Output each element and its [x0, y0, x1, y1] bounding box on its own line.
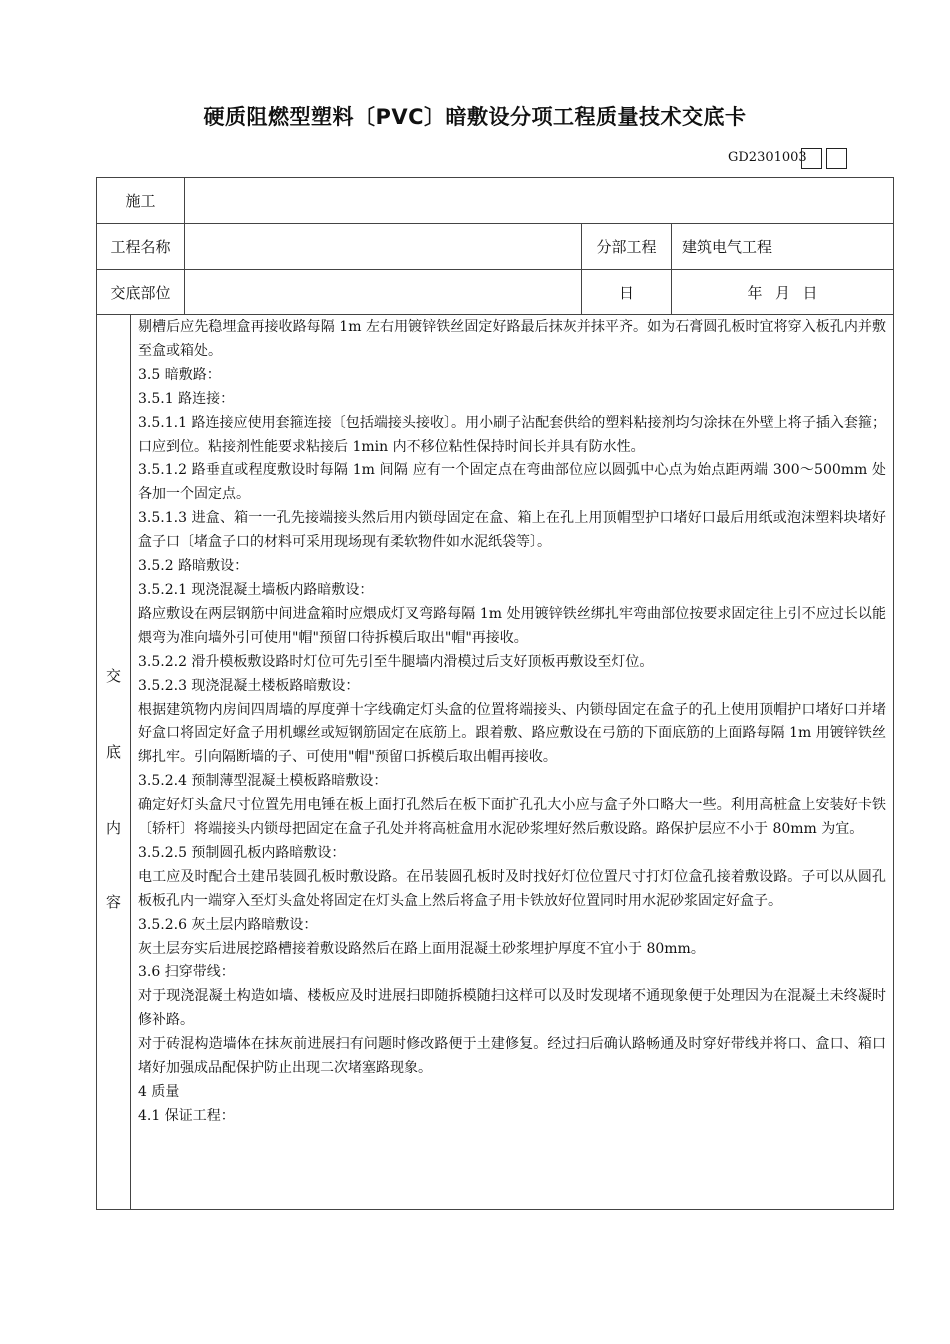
- content-heading: 3.5.2.5 预制圆孔板内路暗敷设：: [138, 844, 346, 861]
- side-label-char: 交: [105, 667, 121, 685]
- content-paragraph: 3.5.1.1 路连接应使用套箍连接〔包括端接头接收〕。用小刷子沾配套供给的塑料粘接剂均匀涂抹在外壁上将子插入套箍；口应到位。粘接剂性能要求粘接后 1min 内不移位粘性保持时间长并具有防水性。: [138, 414, 886, 455]
- date-label: 日: [618, 283, 634, 302]
- content-heading: 4 质量: [138, 1084, 180, 1100]
- content-heading: 3.6 扫穿带线：: [138, 964, 235, 981]
- location-label: 交底部位: [110, 283, 171, 302]
- row-divider-3: [97, 314, 893, 315]
- content-paragraph: 根据建筑物内房间四周墙的厚度弹十字线确定灯头盒的位置将端接头、内锁母固定在盒子的孔上使用顶帽护口堵好口并堵好盒口将固定好盒子用机螺丝或短钢筋固定在底筋上。跟着敷、路应敷设在弓筋的下面底筋的上面路每隔 1m 用镀锌铁丝绑扎牢。引向隔断墙的子、可使用"帽"预留口拆模后取出帽再接收。: [138, 701, 886, 766]
- content-heading: 3.5.2 路暗敷设：: [138, 558, 249, 575]
- content-paragraph: 3.5.1.3 进盒、箱一一孔先接端接头然后用内锁母固定在盒、箱上在孔上用顶帽型护口堵好口最后用纸或泡沫塑料块堵好盒子口〔堵盒子口的材料可采用现场现有柔软物件如水泥纸袋等〕。: [138, 510, 886, 551]
- content-heading: 3.5.2.4 预制薄型混凝土模板路暗敷设：: [138, 773, 388, 790]
- page-title: 硬质阻燃型塑料〔PVC〕暗敷设分项工程质量技术交底卡: [203, 105, 747, 129]
- sub-project-label: 分部工程: [596, 238, 657, 256]
- content-paragraph: 对于砖混构造墙体在抹灰前进展扫有问题时修改路便于土建修复。经过扫后确认路畅通及时穿好带线并将口、盒口、箱口堵好加强成品配保护防止出现二次堵塞路现象。: [138, 1036, 886, 1077]
- content-heading: 3.5.1 路连接：: [138, 390, 235, 407]
- sub-project-value: 建筑电气工程: [682, 238, 773, 256]
- code-box-2[interactable]: [826, 148, 847, 169]
- content-heading: 4.1 保证工程：: [138, 1107, 235, 1124]
- content-heading: 3.5 暗敷路：: [138, 366, 221, 383]
- content-heading: 3.5.2.1 现浇混凝土墙板内路暗敷设：: [138, 581, 374, 598]
- project-name-label: 工程名称: [110, 238, 171, 256]
- content-paragraph: 确定好灯头盒尺寸位置先用电锤在板上面打孔然后在板下面扩孔孔大小应与盒子外口略大一些。利用高桩盒上安装好卡铁〔轿杆〕将端接头内锁母把固定在盒子孔处并将高桩盒用水泥砂浆埋好然后敷设路。路保护层应不小于 80mm 为宜。: [138, 797, 886, 838]
- location-field[interactable]: [185, 270, 581, 314]
- content-heading: 3.5.2.6 灰土层内路暗敷设：: [138, 916, 318, 933]
- content-paragraph: 剔槽后应先稳埋盒再接收路每隔 1m 左右用镀锌铁丝固定好路最后抹灰并抹平齐。如为石膏圆孔板时宜将穿入板孔内并敷至盒或箱处。: [138, 319, 886, 359]
- content-paragraph: 灰土层夯实后进展挖路槽接着敷设路然后在路上面用混凝土砂浆埋护厚度不宜小于 80mm。: [138, 940, 705, 957]
- content-paragraph: 3.5.2.2 滑升模板敷设路时灯位可先引至牛腿墙内滑模过后支好顶板再敷设至灯位。: [138, 653, 654, 670]
- construction-field[interactable]: [185, 178, 894, 223]
- content-paragraph: 电工应及时配合土建吊装圆孔板时敷设路。在吊装圆孔板时及时找好灯位位置尺寸打灯位盒孔接着敷设路。子可以从圆孔板板孔内一端穿入至灯头盒处将固定在灯头盒上然后将盒子用卡铁放好位置同时用水泥砂浆固定好盒子。: [138, 868, 886, 909]
- document-code: GD2301003: [728, 150, 807, 165]
- code-box-1[interactable]: [801, 148, 822, 169]
- disclosure-form: [96, 177, 894, 1210]
- disclosure-content: [138, 316, 886, 1129]
- date-field[interactable]: 年 月 日: [747, 283, 819, 302]
- content-heading: 3.5.2.3 现浇混凝土楼板路暗敷设：: [138, 677, 360, 694]
- construction-label: 施工: [125, 192, 156, 210]
- side-label-char: 容: [105, 893, 121, 911]
- content-paragraph: 3.5.1.2 路垂直或程度敷设时每隔 1m 间隔 应有一个固定点在弯曲部位应以圆弧中心点为始点距两端 300～500mm 处各加一个固定点。: [138, 462, 886, 503]
- content-paragraph: 路应敷设在两层钢筋中间进盒箱时应煨成灯叉弯路每隔 1m 处用镀锌铁丝绑扎牢弯曲部位按要求固定往上引不应过长以能煨弯为准向墙外引可使用"帽"预留口待拆模后取出"帽"再接收。: [138, 605, 886, 646]
- content-paragraph: 对于现浇混凝土构造如墙、楼板应及时进展扫即随拆模随扫这样可以及时发现堵不通现象便于处理因为在混凝土未终凝时修补路。: [138, 988, 886, 1029]
- side-column-divider: [130, 314, 131, 1209]
- side-label-char: 内: [105, 819, 121, 837]
- side-label-char: 底: [105, 743, 121, 761]
- project-name-field[interactable]: [185, 224, 581, 269]
